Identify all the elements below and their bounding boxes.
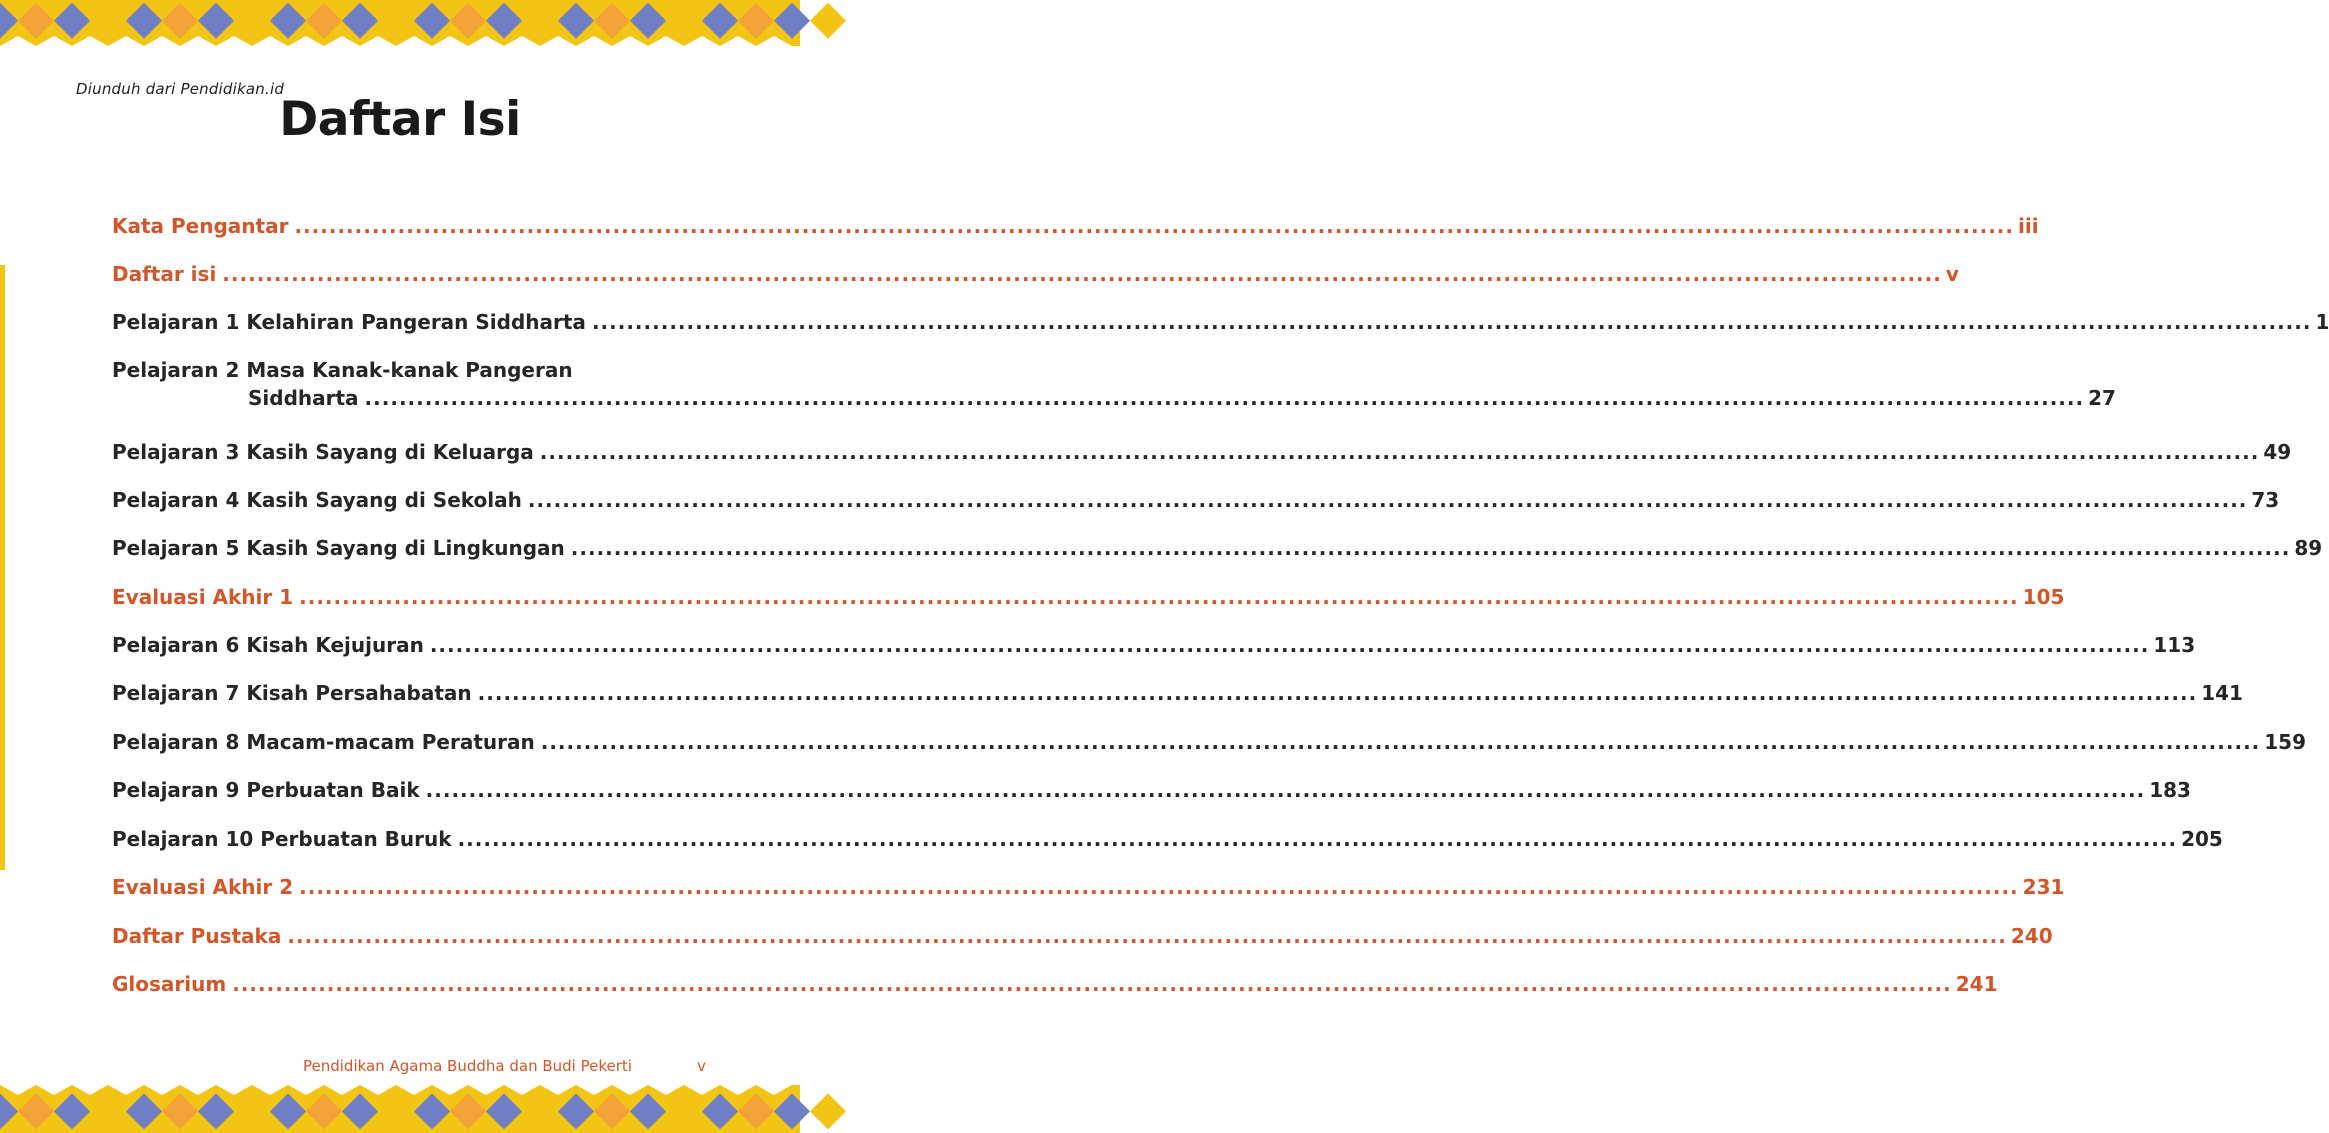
dot-leader: ........................................................................................................................................................................................................ (299, 875, 2019, 899)
footer-page-number: v (697, 1057, 706, 1075)
toc-entry[interactable] (112, 631, 2196, 659)
toc-entry-page: 205 (2181, 827, 2223, 851)
dot-leader: ........................................................................................................................................................................................................ (425, 778, 2146, 802)
toc-entry-page: 49 (2263, 440, 2292, 464)
toc-entry-page: 27 (2088, 386, 2116, 410)
toc-entry-page: 113 (2153, 633, 2196, 657)
toc-entry-label: Pelajaran 9 Perbuatan Baik (112, 778, 420, 802)
toc-entry-page: v (1945, 262, 1959, 286)
border-diamond (810, 1093, 846, 1129)
dot-leader: ........................................................................................................................................................................................................ (294, 214, 2014, 238)
dot-leader: ........................................................................................................................................................................................................ (570, 536, 2291, 560)
toc-entry[interactable] (112, 970, 1998, 998)
dot-leader: ........................................................................................................................................................................................................ (591, 310, 2312, 334)
toc-entry[interactable] (112, 873, 2065, 901)
dot-leader: ........................................................................................................................................................................................................ (540, 730, 2261, 754)
dot-leader: ........................................................................................................................................................................................................ (287, 924, 2007, 948)
toc-entry-label: Daftar Pustaka (112, 924, 282, 948)
bottom-decorative-border (0, 1085, 800, 1133)
toc-entry-label: Kata Pengantar (112, 214, 289, 238)
toc-entry-page: 240 (2010, 924, 2053, 948)
toc-entry-page: 159 (2264, 730, 2307, 754)
dot-leader: ........................................................................................................................................................................................................ (457, 827, 2178, 851)
toc-entry[interactable] (112, 583, 2065, 611)
toc-entry-label: Pelajaran 3 Kasih Sayang di Keluarga (112, 440, 534, 464)
toc-entry-page: 89 (2294, 536, 2323, 560)
toc-entry-label: Daftar isi (112, 262, 217, 286)
toc-entry-label: Pelajaran 7 Kisah Persahabatan (112, 681, 472, 705)
toc-entry-page: 231 (2022, 875, 2065, 899)
toc-entry[interactable] (112, 260, 1959, 288)
dot-leader: ........................................................................................................................................................................................................ (527, 488, 2248, 512)
left-accent-bar (0, 265, 5, 870)
toc-entry[interactable] (112, 308, 2329, 336)
toc-entry[interactable] (112, 776, 2191, 804)
toc-entry-label: Pelajaran 6 Kisah Kejujuran (112, 633, 424, 657)
toc-entry[interactable] (112, 438, 2292, 466)
toc-entry-label: Evaluasi Akhir 1 (112, 585, 294, 609)
dot-leader: ........................................................................................................................................................................................................ (539, 440, 2260, 464)
dot-leader: ........................................................................................................................................................................................................ (222, 262, 1942, 286)
toc-entry-page: 241 (1955, 972, 1998, 996)
toc-entry[interactable] (112, 534, 2323, 562)
toc-entry-label: Pelajaran 1 Kelahiran Pangeran Siddharta (112, 310, 586, 334)
toc-entry[interactable] (112, 356, 2116, 412)
toc-entry[interactable] (112, 486, 2280, 514)
toc-entry[interactable] (112, 728, 2307, 756)
dot-leader: ........................................................................................................................................................................................................ (477, 681, 2198, 705)
toc-entry-label: Glosarium (112, 972, 227, 996)
border-diamond (810, 3, 846, 39)
dot-leader: ........................................................................................................................................................................................................ (364, 386, 2085, 410)
page-title: Daftar Isi (279, 92, 521, 147)
toc-entry-label: Pelajaran 8 Macam-macam Peraturan (112, 730, 535, 754)
dot-leader: ........................................................................................................................................................................................................ (299, 585, 2019, 609)
toc-entry-page: 73 (2251, 488, 2280, 512)
toc-entry[interactable] (112, 212, 2039, 240)
toc-entry-page: 1 (2315, 310, 2329, 334)
toc-entry-label: Pelajaran 4 Kasih Sayang di Sekolah (112, 488, 522, 512)
source-watermark: Diunduh dari Pendidikan.id (76, 80, 285, 98)
toc-entry-label: Pelajaran 10 Perbuatan Buruk (112, 827, 452, 851)
toc-entry-page: iii (2017, 214, 2039, 238)
toc-entry[interactable] (112, 922, 2053, 950)
toc-entry[interactable] (112, 679, 2243, 707)
dot-leader: ........................................................................................................................................................................................................ (429, 633, 2150, 657)
toc-entry-label: Pelajaran 5 Kasih Sayang di Lingkungan (112, 536, 565, 560)
toc-entry-page: 141 (2201, 681, 2243, 705)
top-diamond-pattern (0, 0, 800, 46)
bottom-diamond-pattern (0, 1085, 800, 1133)
toc-entry[interactable] (112, 825, 2223, 853)
toc-entry-label-continuation: Siddharta (248, 386, 359, 410)
toc-entry-label: Evaluasi Akhir 2 (112, 875, 294, 899)
toc-entry-label: Pelajaran 2 Masa Kanak-kanak Pangeran (112, 358, 573, 382)
footer-book-title: Pendidikan Agama Buddha dan Budi Pekerti (303, 1057, 632, 1075)
toc-entry-page: 183 (2149, 778, 2191, 802)
toc-entry-page: 105 (2022, 585, 2065, 609)
top-decorative-border (0, 0, 800, 46)
dot-leader: ........................................................................................................................................................................................................ (232, 972, 1952, 996)
